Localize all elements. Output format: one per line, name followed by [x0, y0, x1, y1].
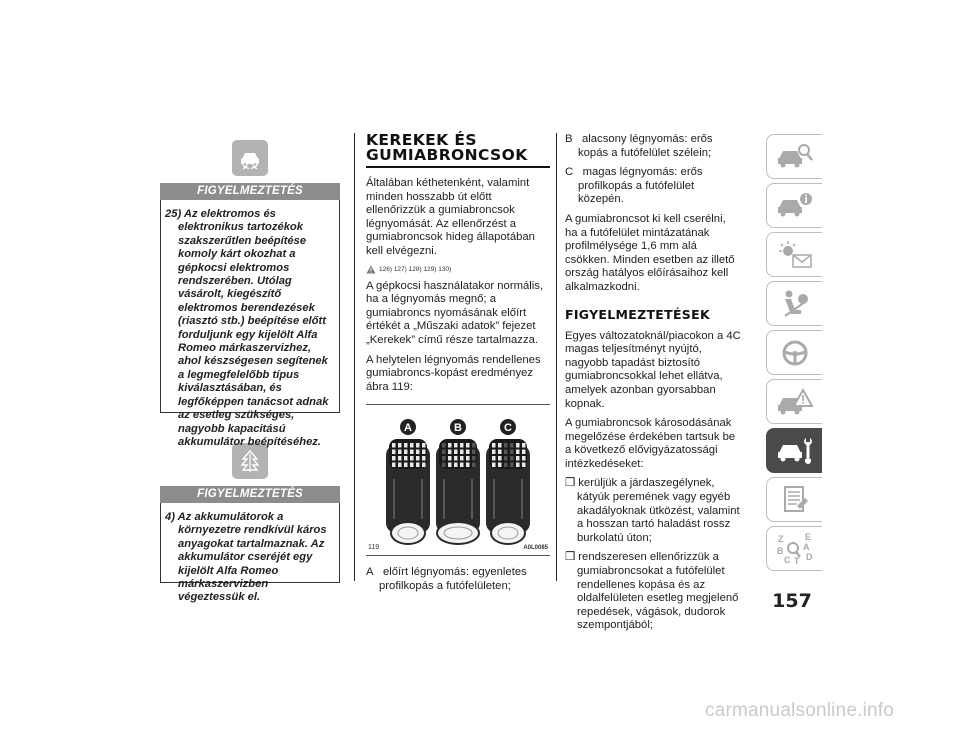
warning-text: Az akkumulátorok a környezetre rendkívül káros anyagokat tartalmaznak. Az akkumulátor cseréjét egy kijelölt Alfa Romeo márkaszervizben végeztessük el. — [177, 511, 327, 604]
list-text: magas légnyomás: erős profilkopás a futófelület közepén. — [578, 166, 703, 206]
warning-references — [366, 265, 550, 274]
middle-column — [366, 133, 550, 600]
data-list-icon — [775, 484, 815, 516]
figure-number: 119 — [368, 544, 380, 552]
reference-numbers: 126) 127) 128) 129) 130) — [379, 265, 452, 273]
column-divider — [556, 133, 557, 581]
page-number: 157 — [772, 590, 812, 612]
chapter-tabs — [766, 134, 824, 575]
list-letter: B — [565, 133, 573, 145]
bullet-item — [565, 551, 741, 633]
tire-wear-illustration — [366, 405, 550, 557]
left-column — [160, 140, 340, 604]
list-text: előírt légnyomás: egyenletes profilkopás a futófelületen; — [379, 566, 527, 592]
bullet-text: kerüljük a járdaszegélynek, kátyúk peremének vagy egyéb akadályoknak ütközést, valamint a hosszan tartó haladást rossz burkolatú úton; — [577, 477, 740, 544]
checkbox-bullet-icon: ❒ — [565, 477, 576, 490]
warning-light-envelope-icon — [775, 239, 815, 271]
index-letter: D — [805, 551, 812, 562]
car-warning-triangle-icon — [775, 386, 815, 418]
warning-number: 4) — [165, 511, 175, 523]
car-search-icon — [775, 141, 815, 173]
car-info-icon — [775, 190, 815, 222]
index-letter: E — [804, 531, 811, 542]
list-item — [366, 566, 550, 593]
section-heading: GUMIABRONCSOK — [366, 146, 528, 164]
subheading: FIGYELMEZTETÉSEK — [565, 306, 710, 322]
list-letter: C — [565, 166, 574, 179]
index-letter: B — [776, 545, 783, 556]
tab-starting-driving[interactable] — [766, 330, 822, 375]
bullet-item — [565, 477, 741, 545]
tab-car-search[interactable] — [766, 134, 822, 179]
warning-number: 25) — [165, 208, 182, 220]
warning-box — [160, 200, 340, 448]
index-letter: A — [802, 541, 809, 552]
index-letter: C — [783, 554, 790, 565]
tire-edges — [436, 439, 480, 544]
warning-title: FIGYELMEZTETÉS — [160, 486, 340, 503]
tab-warning-lights[interactable] — [766, 232, 822, 277]
list-item — [565, 166, 741, 207]
figure-label-b: B — [454, 422, 462, 435]
tab-technical-data[interactable] — [766, 477, 822, 522]
tab-index[interactable] — [766, 526, 822, 571]
list-text: alacsony légnyomás: erős kopás a futófelület szélein; — [578, 133, 713, 159]
index-letter: T — [793, 555, 799, 566]
warning-title: FIGYELMEZTETÉS — [160, 183, 340, 200]
watermark-text: carmanualsonline.info — [705, 700, 895, 721]
environment-tree-icon — [232, 443, 268, 479]
tab-car-info[interactable] — [766, 183, 822, 228]
tab-emergency[interactable] — [766, 379, 822, 424]
car-skid-warning-icon — [232, 140, 268, 176]
index-letter: Z — [777, 533, 783, 544]
paragraph: Egyes változatoknál/piacokon a 4C magas teljesítményt nyújtó, nagyobb tapadást biztosító gumiabroncsokkal lehet ellátva, amelyek azonban gyorsabban kopnak. — [565, 329, 741, 410]
list-item — [565, 133, 741, 160]
paragraph: A helytelen légnyomás rendellenes gumiabroncs-kopást eredményez ábra 119: — [366, 353, 541, 393]
car-wrench-icon — [775, 435, 815, 467]
heading-rule — [366, 166, 550, 168]
paragraph: A gumiabroncsot ki kell cserélni, ha a futófelület mintázatának profilmélysége 1,6 mm alá csökken. Minden esetben az illető ország hatályos előírásaihoz kell alkalmazkodni. — [565, 212, 735, 293]
warning-text: Az elektromos és elektronikus tartozékok szakszerűtlen beépítése komoly kárt okozhat a gépkocsi elektromos rendszerében. Utólag vásárolt, kiegészítő elektromos berendezések (riasztó stb.) beépítése előtt forduljunk egy kijelölt Alfa Romeo márkaszervizhez, ahol készségesen segítenek a legmegfelelőbb típus kiválasztásában, és legfőképpen tanácsot adnak az esetleg szükséges, nagyobb kapacitású akkumulátor beépítéséhez. — [178, 208, 329, 448]
right-column — [565, 133, 741, 639]
tab-maintenance[interactable] — [766, 428, 822, 473]
section-heading: KEREKEK ÉS — [366, 131, 477, 149]
tire-wear-figure — [366, 404, 550, 556]
paragraph: A gumiabroncsok károsodásának megelőzése érdekében tartsuk be a következő elővigyázatossági intézkedéseket: — [565, 417, 736, 470]
figure-label-a: A — [404, 422, 412, 435]
tire-even — [386, 439, 430, 544]
warning-box — [160, 503, 340, 604]
warning-triangle-icon — [366, 265, 376, 274]
checkbox-bullet-icon: ❒ — [565, 551, 576, 564]
paragraph: Általában kéthetenként, valamint minden hosszabb út előtt ellenőrizzük a gumiabroncsok légnyomását. Az ellenőrzést a gumiabroncsok hideg állapotában kell elvégezni. — [366, 177, 535, 257]
tab-safety[interactable] — [766, 281, 822, 326]
paragraph: A gépkocsi használatakor normális, ha a légnyomás megnő; a gumiabroncs nyomásának előírt értékét a „Műszaki adatok” fejezet „Kerekek” című része tartalmazza. — [366, 279, 544, 346]
tire-center — [486, 439, 530, 544]
list-letter: A — [366, 566, 374, 579]
alphabetical-index-icon — [775, 532, 815, 566]
steering-wheel-icon — [775, 337, 815, 369]
figure-code: A0L0085 — [523, 545, 548, 552]
column-divider — [354, 133, 355, 581]
bullet-text: rendszeresen ellenőrizzük a gumiabroncsokat a futófelület rendellenes kopása és az oldalfelületen esetleg megjelenő repedések, vágások, dudorok szempontjából; — [577, 551, 739, 632]
figure-label-c: C — [504, 422, 512, 435]
seat-airbag-icon — [775, 288, 815, 320]
